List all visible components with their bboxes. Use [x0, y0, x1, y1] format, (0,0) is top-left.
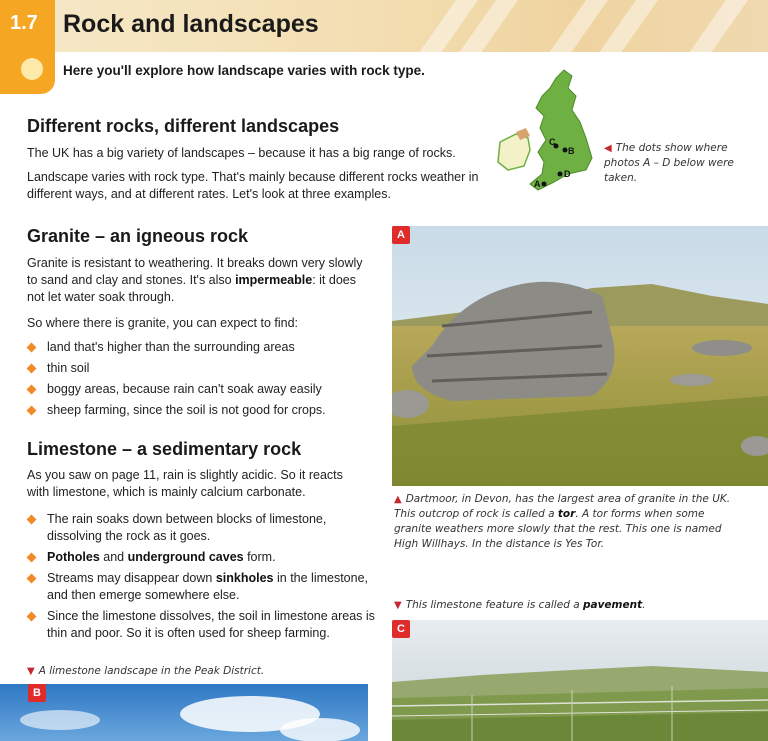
photo-c-label: C	[392, 620, 410, 638]
caption-arrow-icon: ▼	[394, 600, 402, 611]
list-item: Streams may disappear down sinkholes in the limestone, and then emerge somewhere else.	[27, 570, 377, 604]
caption-arrow-icon: ▲	[394, 494, 402, 505]
caption-arrow-icon: ◀	[604, 143, 612, 154]
badge-dot	[21, 58, 43, 80]
granite-list	[27, 339, 377, 423]
photo-c-limestone-pavement	[392, 620, 768, 741]
bullet-diamond-icon	[27, 406, 37, 416]
caption-arrow-icon: ▼	[27, 666, 35, 677]
bullet-diamond-icon	[27, 553, 37, 563]
bullet-diamond-icon	[27, 364, 37, 374]
photo-a-label: A	[392, 226, 410, 244]
map-caption: ◀ The dots show where photos A – D below were taken.	[604, 142, 734, 184]
map-point-a: A	[534, 179, 541, 189]
list-item: land that's higher than the surrounding areas	[27, 339, 377, 356]
bullet-diamond-icon	[27, 515, 37, 525]
map-point-b: B	[568, 146, 575, 156]
map-point-d: D	[564, 169, 571, 179]
bullet-diamond-icon	[27, 612, 37, 622]
chapter-number: 1.7	[10, 12, 38, 34]
map-point-c: C	[549, 137, 556, 147]
granite-heading: Granite – an igneous rock	[27, 226, 249, 246]
list-item: sheep farming, since the soil is not good for crops.	[27, 402, 377, 419]
uk-map	[494, 66, 598, 196]
bullet-diamond-icon	[27, 574, 37, 584]
photo-a-caption: ▲ Dartmoor, in Devon, has the largest area of granite in the UK. This outcrop of rock is called a tor. A tor forms when some granite weathers more slowly that the rest. This one is named High Willhays. In the distance is Yes Tor.	[394, 493, 731, 550]
bullet-diamond-icon	[27, 385, 37, 395]
limestone-paragraph-1: As you saw on page 11, rain is slightly acidic. So it reacts with limestone, which is mainly calcium carbonate.	[27, 468, 343, 499]
list-item: The rain soaks down between blocks of limestone, dissolving the rock as it goes.	[27, 511, 377, 545]
list-item: boggy areas, because rain can't soak away easily	[27, 381, 377, 398]
list-item: thin soil	[27, 360, 377, 377]
page-title: Rock and landscapes	[63, 10, 319, 38]
photo-a-dartmoor-tor	[392, 226, 768, 486]
photo-b-caption: ▼ A limestone landscape in the Peak District.	[27, 665, 265, 677]
limestone-heading: Limestone – a sedimentary rock	[27, 439, 302, 459]
limestone-list	[27, 511, 377, 646]
page-subtitle: Here you'll explore how landscape varies with rock type.	[63, 63, 425, 78]
granite-paragraph-2: So where there is granite, you can expect to find:	[27, 316, 298, 330]
photo-b-label: B	[28, 684, 46, 702]
list-item: Since the limestone dissolves, the soil in limestone areas is thin and poor. So it is often used for sheep farming.	[27, 608, 377, 642]
photo-b-sky	[0, 684, 368, 741]
granite-paragraph-1: Granite is resistant to weathering. It breaks down very slowly to sand and clay and stones. It's also impermeable: it does not let water soak through.	[27, 256, 363, 304]
photo-c-caption: ▼ This limestone feature is called a pavement.	[394, 599, 646, 611]
list-item: Potholes and underground caves form.	[27, 549, 377, 566]
intro-heading: Different rocks, different landscapes	[27, 116, 340, 136]
intro-paragraph-1: The UK has a big variety of landscapes – because it has a big range of rocks.	[27, 146, 456, 160]
chapter-badge	[0, 0, 55, 94]
intro-paragraph-2: Landscape varies with rock type. That's mainly because different rocks weather in different ways, and at different rates. Let's look at three examples.	[27, 170, 479, 201]
bullet-diamond-icon	[27, 343, 37, 353]
